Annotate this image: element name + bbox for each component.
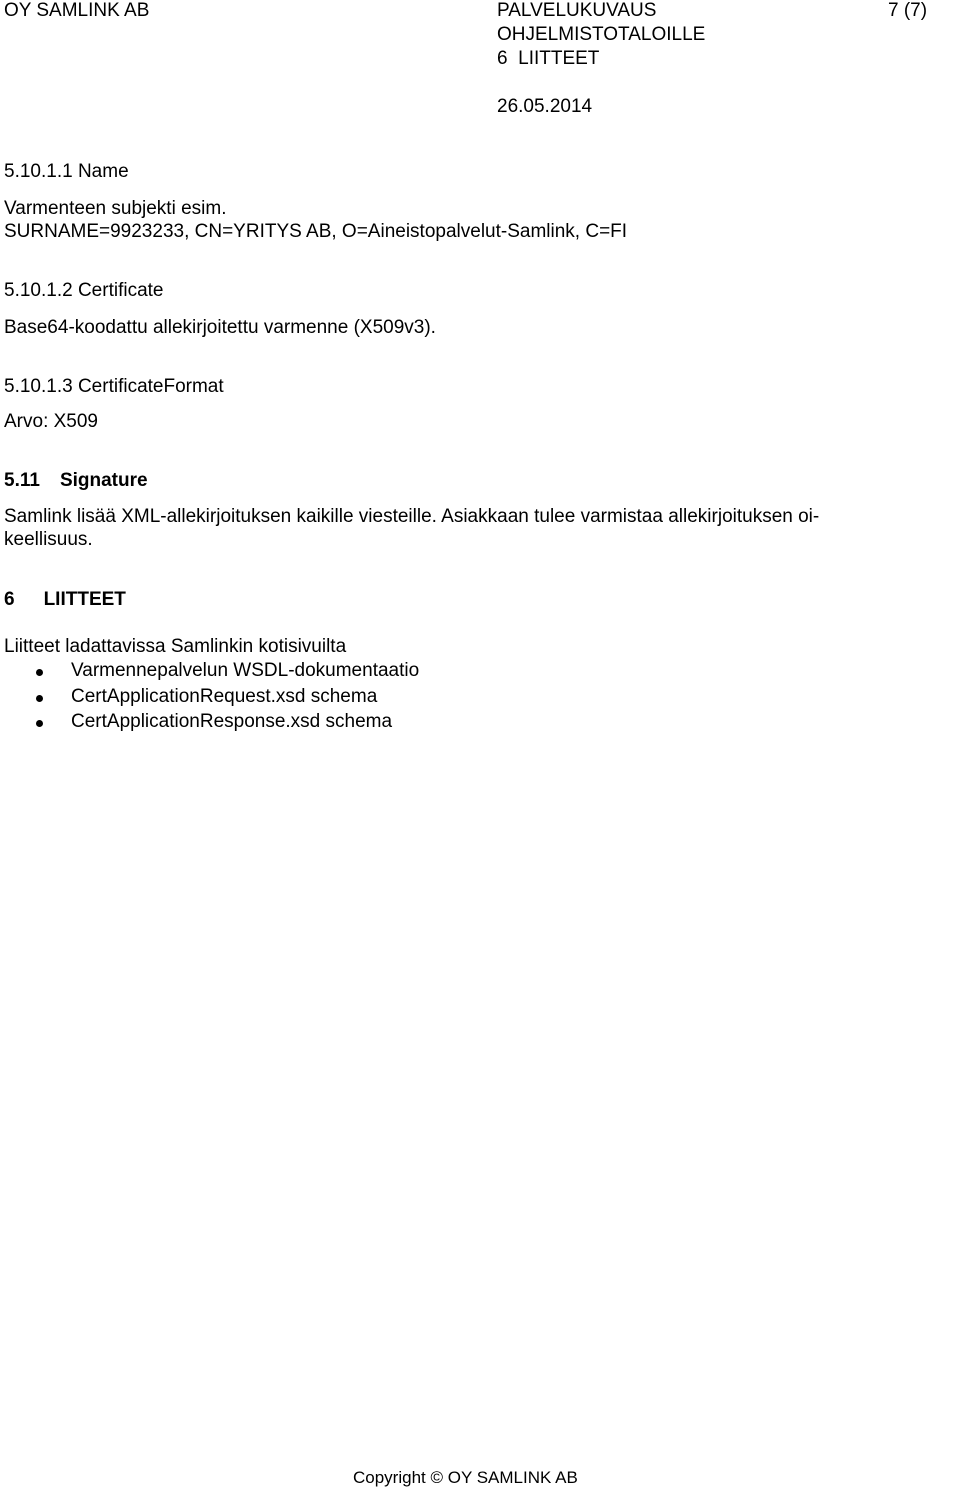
section-title: LIITTEET bbox=[43, 589, 126, 610]
bullet-icon bbox=[36, 669, 43, 676]
liitteet-intro: Liitteet ladattavissa Samlinkin kotisivuilta bbox=[4, 636, 347, 657]
bullet-icon bbox=[36, 695, 43, 702]
page-number: 7 (7) bbox=[888, 0, 928, 21]
section-heading-signature bbox=[4, 469, 148, 492]
company-name: OY SAMLINK AB bbox=[4, 0, 150, 21]
section-number: 5.11 bbox=[4, 470, 40, 491]
section-heading-liitteet bbox=[4, 588, 126, 611]
list-item-label: CertApplicationResponse.xsd schema bbox=[71, 711, 393, 732]
name-example: SURNAME=9923233, CN=YRITYS AB, O=Aineistopalvelut-Samlink, C=FI bbox=[4, 221, 628, 242]
section-heading-name: 5.10.1.1 Name bbox=[4, 161, 129, 182]
section-heading-certificate: 5.10.1.2 Certificate bbox=[4, 280, 164, 301]
section-title: Signature bbox=[59, 470, 148, 491]
signature-text-line2: keellisuus. bbox=[4, 529, 93, 550]
doc-title-line2: OHJELMISTOTALOILLE bbox=[497, 24, 706, 45]
doc-title-line1: PALVELUKUVAUS bbox=[497, 0, 657, 21]
certificate-format-value: Arvo: X509 bbox=[4, 411, 98, 432]
certificate-description: Base64-koodattu allekirjoitettu varmenne (X509v3). bbox=[4, 317, 436, 338]
document-date: 26.05.2014 bbox=[497, 96, 593, 117]
section-number: 6 bbox=[4, 589, 15, 610]
signature-text-line1: Samlink lisää XML-allekirjoituksen kaikille viesteille. Asiakkaan tulee varmistaa allekirjoituksen oi- bbox=[4, 506, 820, 527]
footer-copyright: Copyright © OY SAMLINK AB bbox=[353, 1468, 578, 1487]
doc-section: 6 LIITTEET bbox=[497, 48, 600, 69]
list-item-label: CertApplicationRequest.xsd schema bbox=[71, 686, 378, 707]
list-item-label: Varmennepalvelun WSDL-dokumentaatio bbox=[71, 660, 420, 681]
name-description: Varmenteen subjekti esim. bbox=[4, 198, 227, 219]
section-heading-certificate-format: 5.10.1.3 CertificateFormat bbox=[4, 376, 224, 397]
bullet-icon bbox=[36, 720, 43, 727]
